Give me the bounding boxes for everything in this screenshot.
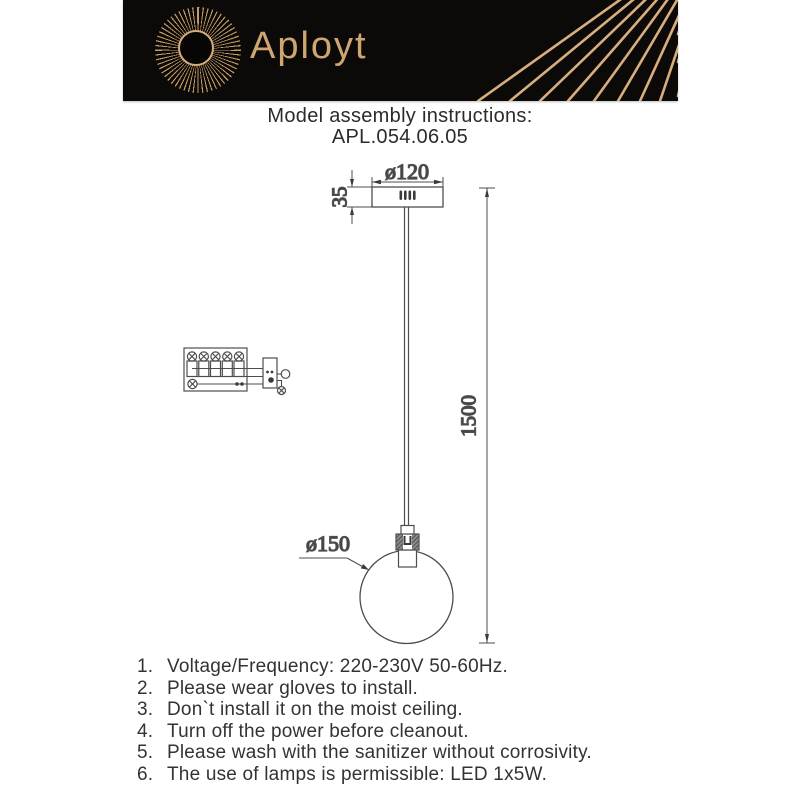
list-item-number: 1. — [137, 656, 154, 677]
list-item-number: 3. — [137, 699, 154, 721]
list-item-number: 4. — [137, 720, 154, 742]
dim-canopy-diameter-label: ø120 — [385, 159, 429, 184]
brand-name: Aployt — [250, 25, 368, 67]
list-item — [137, 764, 697, 786]
dim-canopy-height-label: 35 — [327, 186, 352, 208]
list-item-text: Turn off the power before cleanout. — [167, 720, 469, 742]
list-item — [137, 721, 697, 743]
canopy — [372, 187, 443, 207]
ground-screw — [277, 381, 286, 395]
list-item-text: Don`t install it on the moist ceiling. — [167, 699, 463, 721]
list-item-text: Voltage/Frequency: 220-230V 50-60Hz. — [167, 656, 508, 677]
list-item-text: The use of lamps is permissible: LED 1x5W. — [167, 763, 548, 785]
connector-block — [263, 358, 277, 388]
dim-cable-length — [479, 188, 495, 643]
wiring-diagram — [184, 348, 290, 395]
dim-globe-diameter — [299, 558, 369, 570]
list-item — [137, 678, 697, 700]
cable — [405, 207, 409, 526]
dim-globe-diameter-label: ø150 — [306, 531, 350, 556]
list-item-text: Please wash with the sanitizer without corrosivity. — [167, 742, 592, 764]
list-item — [137, 656, 697, 678]
list-item-number: 6. — [137, 763, 154, 785]
list-item-number: 2. — [137, 677, 154, 699]
model-number: APL.054.06.05 — [331, 126, 469, 148]
instruction-list — [137, 656, 697, 786]
list-item — [137, 699, 697, 721]
list-item-text: Please wear gloves to install. — [167, 677, 419, 699]
dim-cable-length-label: 1500 — [456, 395, 481, 437]
list-item-number: 5. — [137, 742, 154, 764]
hanging-ring — [277, 370, 290, 379]
socket — [396, 526, 419, 568]
page-title: Model assembly instructions: — [267, 105, 533, 127]
list-item — [137, 742, 697, 764]
